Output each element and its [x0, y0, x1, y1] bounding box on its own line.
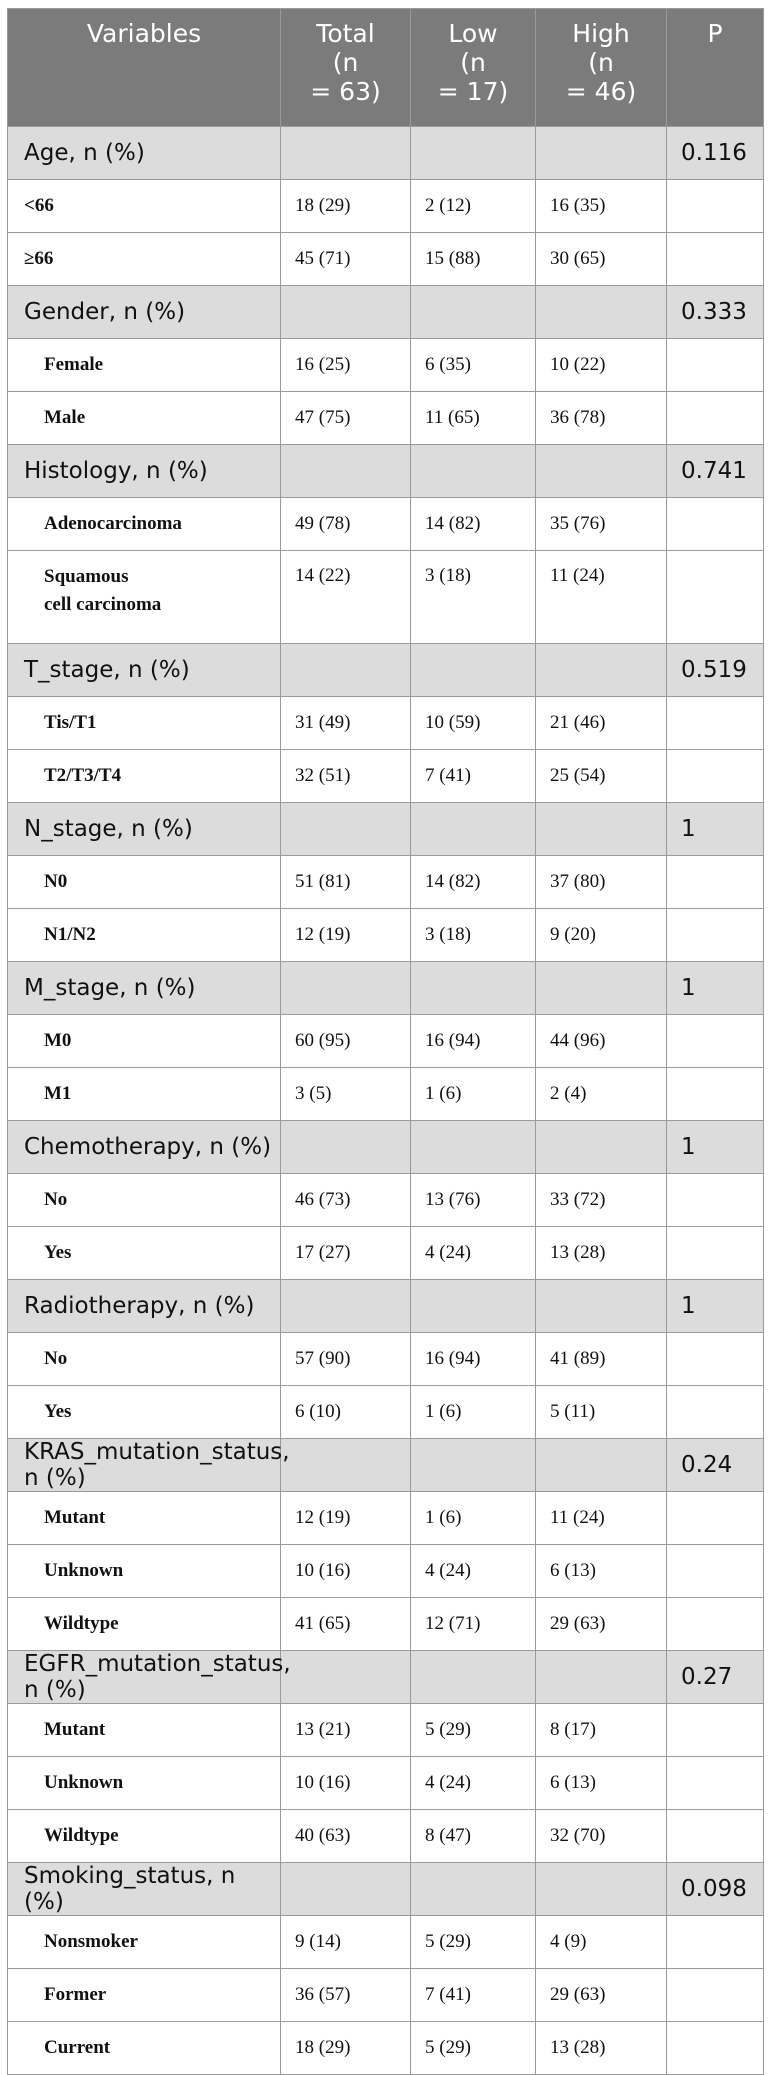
group-row — [8, 1651, 764, 1704]
cell-total — [281, 286, 411, 339]
table-row — [8, 697, 764, 750]
row-label-line: Wildtype — [44, 1825, 119, 1846]
cell-high — [536, 644, 667, 697]
cell-p-value — [667, 233, 764, 286]
row-label — [8, 1227, 281, 1280]
cell-p-value — [667, 856, 764, 909]
table-row — [8, 909, 764, 962]
cell-total — [281, 1280, 411, 1333]
cell-total: 6 (10) — [281, 1386, 411, 1439]
cell-low: 7 (41) — [411, 750, 536, 803]
group-row — [8, 803, 764, 856]
cell-p-value — [667, 180, 764, 233]
table-row — [8, 1757, 764, 1810]
cell-low — [411, 286, 536, 339]
header-high-n: (n — [588, 48, 614, 77]
cell-p-value: 0.519 — [667, 644, 764, 697]
cell-high — [536, 286, 667, 339]
cell-high: 11 (24) — [536, 551, 667, 644]
cell-high — [536, 127, 667, 180]
cell-high: 32 (70) — [536, 1810, 667, 1863]
row-label-line: Unknown — [44, 1560, 124, 1581]
table-row — [8, 392, 764, 445]
group-label: EGFR_mutation_status, n (%) — [8, 1651, 281, 1704]
row-label — [8, 1492, 281, 1545]
table-row — [8, 1015, 764, 1068]
row-label-line: N1/N2 — [44, 924, 96, 945]
table-row — [8, 2022, 764, 2075]
cell-high: 35 (76) — [536, 498, 667, 551]
cell-high: 30 (65) — [536, 233, 667, 286]
cell-high: 2 (4) — [536, 1068, 667, 1121]
cell-total — [281, 1439, 411, 1492]
cell-total: 10 (16) — [281, 1757, 411, 1810]
row-label — [8, 909, 281, 962]
cell-high: 44 (96) — [536, 1015, 667, 1068]
cell-p-value: 1 — [667, 962, 764, 1015]
cell-total: 40 (63) — [281, 1810, 411, 1863]
row-label-line: Yes — [44, 1242, 72, 1263]
row-label-line: Squamous — [44, 566, 129, 587]
row-label-line: Former — [44, 1984, 107, 2005]
cell-high — [536, 445, 667, 498]
cell-total: 13 (21) — [281, 1704, 411, 1757]
cell-p-value — [667, 750, 764, 803]
cell-p-value — [667, 2022, 764, 2075]
row-label — [8, 697, 281, 750]
table-row — [8, 551, 764, 644]
table-row — [8, 339, 764, 392]
cell-high: 10 (22) — [536, 339, 667, 392]
group-row — [8, 127, 764, 180]
cell-total: 45 (71) — [281, 233, 411, 286]
row-label — [8, 551, 281, 644]
group-label: Histology, n (%) — [8, 445, 281, 498]
cell-p-value: 0.24 — [667, 1439, 764, 1492]
header-variables: Variables — [8, 9, 281, 127]
row-label — [8, 498, 281, 551]
cell-p-value — [667, 1492, 764, 1545]
row-label-line: M1 — [44, 1083, 72, 1104]
row-label — [8, 1704, 281, 1757]
cell-high: 5 (11) — [536, 1386, 667, 1439]
row-label — [8, 1015, 281, 1068]
table-row — [8, 1068, 764, 1121]
cell-total: 31 (49) — [281, 697, 411, 750]
cell-low: 7 (41) — [411, 1969, 536, 2022]
cell-low — [411, 1439, 536, 1492]
cell-low: 14 (82) — [411, 856, 536, 909]
row-label — [8, 1386, 281, 1439]
cell-low: 3 (18) — [411, 551, 536, 644]
cell-high — [536, 803, 667, 856]
cell-p-value — [667, 1386, 764, 1439]
row-label — [8, 1916, 281, 1969]
cell-high: 41 (89) — [536, 1333, 667, 1386]
cell-total: 12 (19) — [281, 1492, 411, 1545]
group-label: Smoking_status, n (%) — [8, 1863, 281, 1916]
cell-high: 11 (24) — [536, 1492, 667, 1545]
cell-p-value — [667, 1015, 764, 1068]
header-low-count: = 17) — [437, 77, 509, 106]
row-label-line: Mutant — [44, 1719, 106, 1740]
cell-p-value — [667, 1810, 764, 1863]
row-label — [8, 233, 281, 286]
header-total — [281, 9, 411, 127]
row-label — [8, 1969, 281, 2022]
cell-p-value: 1 — [667, 1280, 764, 1333]
cell-high: 29 (63) — [536, 1598, 667, 1651]
cell-p-value — [667, 909, 764, 962]
cell-low: 15 (88) — [411, 233, 536, 286]
cell-total — [281, 1121, 411, 1174]
group-row — [8, 286, 764, 339]
cell-low: 12 (71) — [411, 1598, 536, 1651]
cell-low — [411, 1280, 536, 1333]
cell-high: 25 (54) — [536, 750, 667, 803]
cell-total: 47 (75) — [281, 392, 411, 445]
cell-total: 46 (73) — [281, 1174, 411, 1227]
cell-p-value — [667, 1174, 764, 1227]
cell-high — [536, 1280, 667, 1333]
row-label-line: Wildtype — [44, 1613, 119, 1634]
row-label — [8, 750, 281, 803]
cell-low: 11 (65) — [411, 392, 536, 445]
cell-high: 16 (35) — [536, 180, 667, 233]
row-label — [8, 1810, 281, 1863]
row-label-line: Unknown — [44, 1772, 124, 1793]
cell-p-value — [667, 392, 764, 445]
row-label-line: Adenocarcinoma — [44, 513, 182, 534]
table-row — [8, 1333, 764, 1386]
table-row — [8, 498, 764, 551]
cell-low: 5 (29) — [411, 1704, 536, 1757]
cell-low: 4 (24) — [411, 1545, 536, 1598]
cell-total: 16 (25) — [281, 339, 411, 392]
cell-high — [536, 1121, 667, 1174]
cell-low: 13 (76) — [411, 1174, 536, 1227]
cell-p-value: 0.333 — [667, 286, 764, 339]
header-high-count: = 46) — [565, 77, 637, 106]
cell-p-value — [667, 1068, 764, 1121]
group-row — [8, 962, 764, 1015]
group-row — [8, 445, 764, 498]
cell-total: 57 (90) — [281, 1333, 411, 1386]
row-label — [8, 339, 281, 392]
cell-low — [411, 1863, 536, 1916]
cell-high: 33 (72) — [536, 1174, 667, 1227]
row-label-line: Nonsmoker — [44, 1931, 138, 1952]
cell-p-value: 0.741 — [667, 445, 764, 498]
cell-p-value — [667, 1598, 764, 1651]
cell-low: 4 (24) — [411, 1227, 536, 1280]
row-label — [8, 180, 281, 233]
cell-low: 6 (35) — [411, 339, 536, 392]
row-label-line: Female — [44, 354, 104, 375]
cell-total — [281, 445, 411, 498]
table-row — [8, 1386, 764, 1439]
cell-low: 16 (94) — [411, 1333, 536, 1386]
cell-p-value — [667, 1916, 764, 1969]
cell-low: 14 (82) — [411, 498, 536, 551]
row-label-line: Mutant — [44, 1507, 106, 1528]
group-label: Radiotherapy, n (%) — [8, 1280, 281, 1333]
cell-low — [411, 1651, 536, 1704]
cell-high — [536, 962, 667, 1015]
cell-total: 14 (22) — [281, 551, 411, 644]
cell-total — [281, 127, 411, 180]
row-label-line: T2/T3/T4 — [44, 765, 122, 786]
header-low-n: (n — [460, 48, 486, 77]
row-label-line: N0 — [44, 871, 68, 892]
cell-high: 6 (13) — [536, 1545, 667, 1598]
cell-low: 4 (24) — [411, 1757, 536, 1810]
cell-high: 37 (80) — [536, 856, 667, 909]
row-label — [8, 2022, 281, 2075]
group-row — [8, 1280, 764, 1333]
row-label-line: Tis/T1 — [44, 712, 97, 733]
cell-p-value: 1 — [667, 1121, 764, 1174]
cell-total — [281, 962, 411, 1015]
cell-total — [281, 803, 411, 856]
table-row — [8, 1545, 764, 1598]
cell-p-value — [667, 1969, 764, 2022]
cell-total: 32 (51) — [281, 750, 411, 803]
cell-p-value — [667, 551, 764, 644]
table-row — [8, 1598, 764, 1651]
row-label — [8, 1068, 281, 1121]
table-row — [8, 750, 764, 803]
cell-p-value — [667, 697, 764, 750]
table-row — [8, 1969, 764, 2022]
cell-low: 16 (94) — [411, 1015, 536, 1068]
group-row — [8, 1863, 764, 1916]
header-high — [536, 9, 667, 127]
characteristics-table — [7, 8, 764, 2075]
cell-p-value — [667, 1704, 764, 1757]
table-row — [8, 1227, 764, 1280]
group-row — [8, 1121, 764, 1174]
table-header — [8, 9, 764, 127]
table-row — [8, 1916, 764, 1969]
cell-total: 18 (29) — [281, 180, 411, 233]
group-label: Age, n (%) — [8, 127, 281, 180]
header-low — [411, 9, 536, 127]
cell-total: 17 (27) — [281, 1227, 411, 1280]
table-row — [8, 1704, 764, 1757]
header-total-label: Total — [316, 19, 375, 48]
cell-p-value: 0.098 — [667, 1863, 764, 1916]
cell-p-value — [667, 1545, 764, 1598]
cell-total: 60 (95) — [281, 1015, 411, 1068]
row-label — [8, 1757, 281, 1810]
cell-high: 36 (78) — [536, 392, 667, 445]
cell-low: 10 (59) — [411, 697, 536, 750]
cell-total: 36 (57) — [281, 1969, 411, 2022]
table-row — [8, 1492, 764, 1545]
group-label: KRAS_mutation_status, n (%) — [8, 1439, 281, 1492]
header-high-label: High — [572, 19, 630, 48]
cell-p-value: 0.116 — [667, 127, 764, 180]
cell-low: 1 (6) — [411, 1386, 536, 1439]
table-body — [8, 127, 764, 2075]
cell-high — [536, 1439, 667, 1492]
group-label: T_stage, n (%) — [8, 644, 281, 697]
cell-high: 21 (46) — [536, 697, 667, 750]
cell-high: 13 (28) — [536, 2022, 667, 2075]
cell-low: 5 (29) — [411, 2022, 536, 2075]
cell-high: 29 (63) — [536, 1969, 667, 2022]
cell-high: 6 (13) — [536, 1757, 667, 1810]
cell-total: 12 (19) — [281, 909, 411, 962]
group-row — [8, 1439, 764, 1492]
header-p: P — [667, 9, 764, 127]
cell-total — [281, 1863, 411, 1916]
cell-high: 4 (9) — [536, 1916, 667, 1969]
table-row — [8, 1810, 764, 1863]
cell-high: 8 (17) — [536, 1704, 667, 1757]
group-label: N_stage, n (%) — [8, 803, 281, 856]
cell-low — [411, 644, 536, 697]
group-row — [8, 644, 764, 697]
cell-p-value — [667, 1227, 764, 1280]
row-label-line: Yes — [44, 1401, 72, 1422]
cell-total: 49 (78) — [281, 498, 411, 551]
group-label: Chemotherapy, n (%) — [8, 1121, 281, 1174]
table-row — [8, 233, 764, 286]
cell-total — [281, 644, 411, 697]
cell-low: 5 (29) — [411, 1916, 536, 1969]
cell-high: 9 (20) — [536, 909, 667, 962]
row-label-line: Current — [44, 2037, 111, 2058]
cell-p-value — [667, 1757, 764, 1810]
row-label-line: cell carcinoma — [44, 594, 162, 615]
row-label — [8, 1333, 281, 1386]
row-label — [8, 392, 281, 445]
header-total-count: = 63) — [310, 77, 381, 106]
cell-total: 9 (14) — [281, 1916, 411, 1969]
row-label-line: M0 — [44, 1030, 72, 1051]
cell-p-value: 0.27 — [667, 1651, 764, 1704]
cell-low: 3 (18) — [411, 909, 536, 962]
cell-low: 8 (47) — [411, 1810, 536, 1863]
cell-total — [281, 1651, 411, 1704]
cell-p-value — [667, 498, 764, 551]
cell-high — [536, 1651, 667, 1704]
cell-low: 2 (12) — [411, 180, 536, 233]
row-label — [8, 1174, 281, 1227]
cell-low — [411, 127, 536, 180]
table-row — [8, 856, 764, 909]
cell-low — [411, 445, 536, 498]
row-label — [8, 1598, 281, 1651]
cell-low: 1 (6) — [411, 1492, 536, 1545]
cell-high: 13 (28) — [536, 1227, 667, 1280]
row-label-line: Male — [44, 407, 86, 428]
row-label-line: No — [44, 1189, 68, 1210]
cell-p-value: 1 — [667, 803, 764, 856]
header-low-label: Low — [448, 19, 498, 48]
cell-total: 41 (65) — [281, 1598, 411, 1651]
cell-p-value — [667, 339, 764, 392]
row-label-line: No — [44, 1348, 68, 1369]
cell-low — [411, 962, 536, 1015]
row-label — [8, 856, 281, 909]
group-label: Gender, n (%) — [8, 286, 281, 339]
table-row — [8, 180, 764, 233]
row-label-line: <66 — [24, 195, 54, 216]
cell-total: 18 (29) — [281, 2022, 411, 2075]
cell-total: 10 (16) — [281, 1545, 411, 1598]
row-label — [8, 1545, 281, 1598]
cell-total: 3 (5) — [281, 1068, 411, 1121]
cell-high — [536, 1863, 667, 1916]
cell-low — [411, 1121, 536, 1174]
header-total-n: (n — [332, 48, 359, 77]
group-label: M_stage, n (%) — [8, 962, 281, 1015]
cell-total: 51 (81) — [281, 856, 411, 909]
row-label-line: ≥66 — [24, 248, 54, 269]
cell-low — [411, 803, 536, 856]
cell-p-value — [667, 1333, 764, 1386]
table-row — [8, 1174, 764, 1227]
cell-low: 1 (6) — [411, 1068, 536, 1121]
